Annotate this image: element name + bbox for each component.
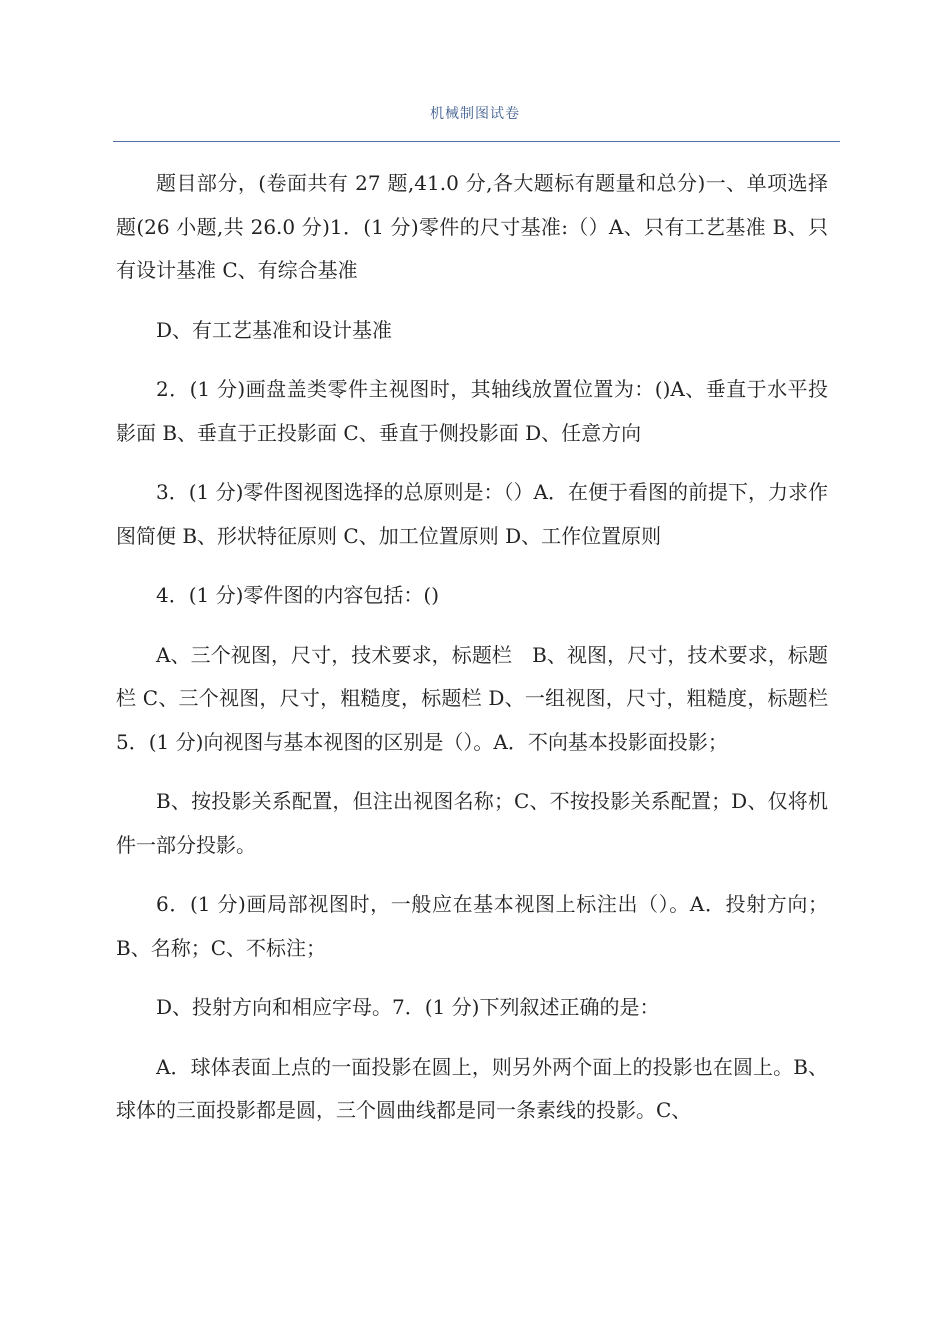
paragraph-question-7-options: A．球体表面上点的一面投影在圆上，则另外两个面上的投影也在圆上。B、球体的三面投影都是圆，三个圆曲线都是同一条素线的投影。C、 xyxy=(116,1054,828,1122)
paragraph-intro-question-1: 题目部分，(卷面共有 27 题,41.0 分,各大题标有题量和总分)一、单项选择题(26 小题,共 26.0 分)1．(1 分)零件的尺寸基准:（）A、只有工艺基准 B、只有设计基准 C、有综合基准 xyxy=(116,171,828,282)
paragraph-question-4: 4．(1 分)零件图的内容包括：() xyxy=(156,583,440,607)
document-header-title: 机械制图试卷 xyxy=(430,106,520,122)
paragraph-question-1-option-d: D、有工艺基准和设计基准 xyxy=(156,317,393,342)
paragraph-question-2: 2．(1 分)画盘盖类零件主视图时，其轴线放置位置为：()A、垂直于水平投影面 B、垂直于正投影面 C、垂直于侧投影面 D、任意方向 xyxy=(116,377,828,445)
paragraph-question-6-option-d-question-7: D、投射方向和相应字母。7．(1 分)下列叙述正确的是： xyxy=(156,995,660,1019)
paragraph-question-6: 6．(1 分)画局部视图时，一般应在基本视图上标注出（）。A．投射方向；B、名称；C、不标注； xyxy=(116,892,828,960)
paragraph-question-3: 3．(1 分)零件图视图选择的总原则是：（）A．在便于看图的前提下，力求作图简便 B、形状特征原则 C、加工位置原则 D、工作位置原则 xyxy=(116,480,828,548)
paragraph-question-5-options: B、按投影关系配置，但注出视图名称；C、不按投影关系配置；D、仅将机件一部分投影。 xyxy=(116,789,828,857)
header-divider xyxy=(113,141,840,142)
paragraph-question-4-options-question-5: A、三个视图，尺寸，技术要求，标题栏 B、视图，尺寸，技术要求，标题栏 C、三个视图，尺寸，粗糙度，标题栏 D、一组视图，尺寸，粗糙度，标题栏 5．(1 分)向视图与基本视图的区别是（）。A．不向基本投影面投影； xyxy=(116,642,828,754)
document-body xyxy=(116,162,828,1149)
